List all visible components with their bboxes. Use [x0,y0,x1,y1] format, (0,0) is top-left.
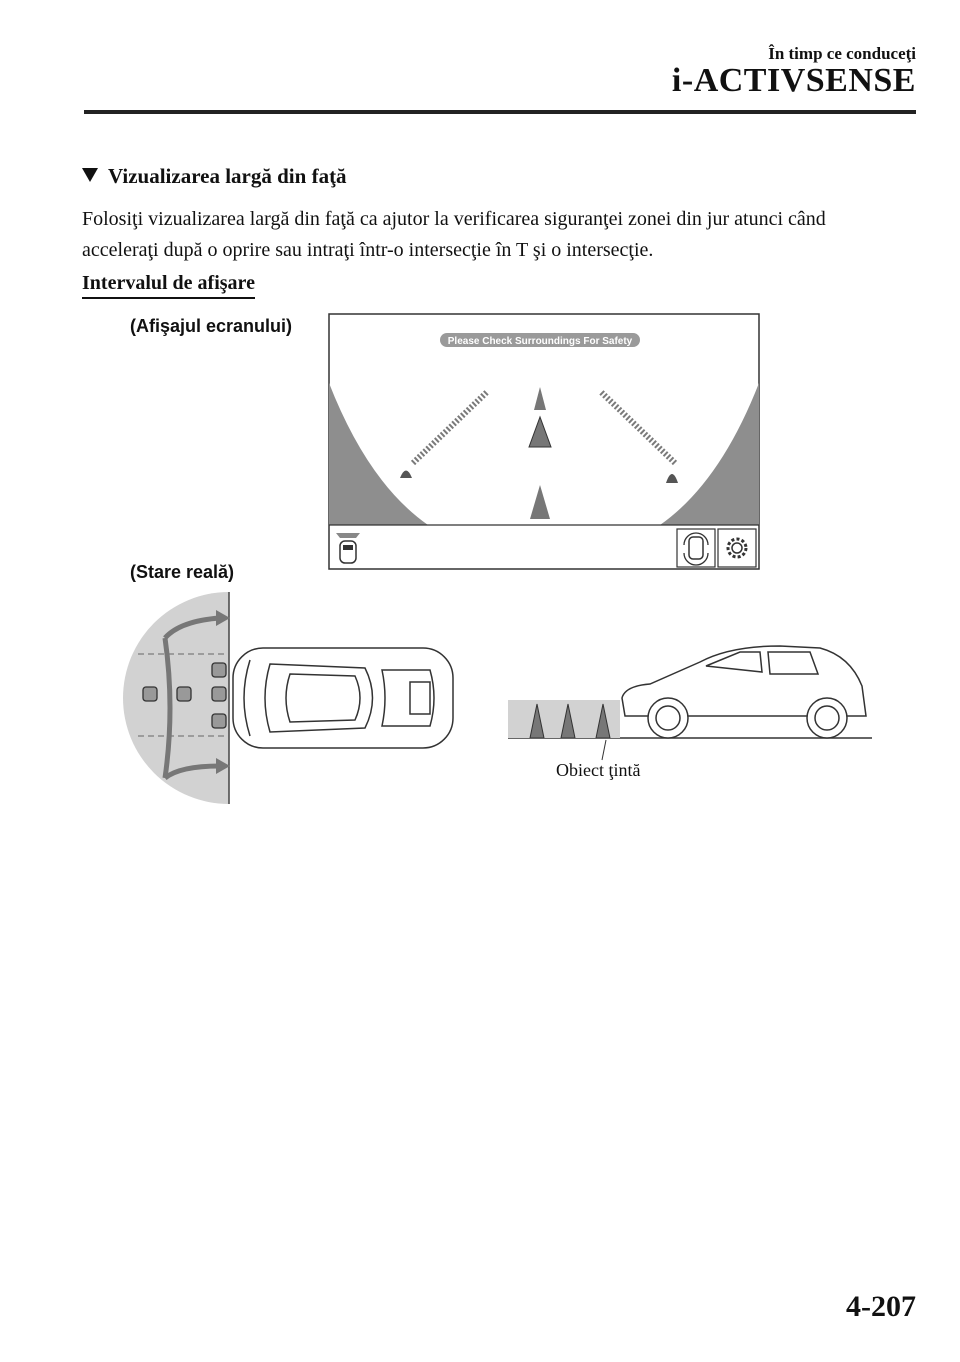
car-top-view [233,648,453,748]
screen-display-label: (Afişajul ecranului) [130,316,293,336]
subsection-heading: Intervalul de afişare [82,272,255,299]
header-divider [84,110,916,114]
section-body: Folosiţi vizualizarea largă din faţă ca ajutor la verificarea siguranţei zonei din jur atunci când acceleraţi după o oprire sau intraţi într-o intersecţie în T şi o intersecţie. [82,208,826,261]
real-state-label: (Stare reală) [130,562,235,582]
page-number: 4-207 [846,1290,916,1323]
section-title: Vizualizarea largă din faţă [108,164,347,188]
header-chapter-title: i-ACTIVSENSE [671,62,916,99]
header-section-title: În timp ce conduceţi [768,44,916,63]
screen-banner-text: Please Check Surroundings For Safety [447,336,633,347]
settings-gear-icon[interactable] [718,529,756,567]
screen-display-illustration [328,313,760,570]
triangle-bullet-icon [82,168,98,182]
section-heading [82,164,347,189]
car-side-view [622,646,866,738]
target-object-label: Obiect ţintă [556,760,641,780]
target-leader-line [602,740,606,760]
real-state-illustration [120,588,880,828]
view-switch-button[interactable] [677,529,715,567]
